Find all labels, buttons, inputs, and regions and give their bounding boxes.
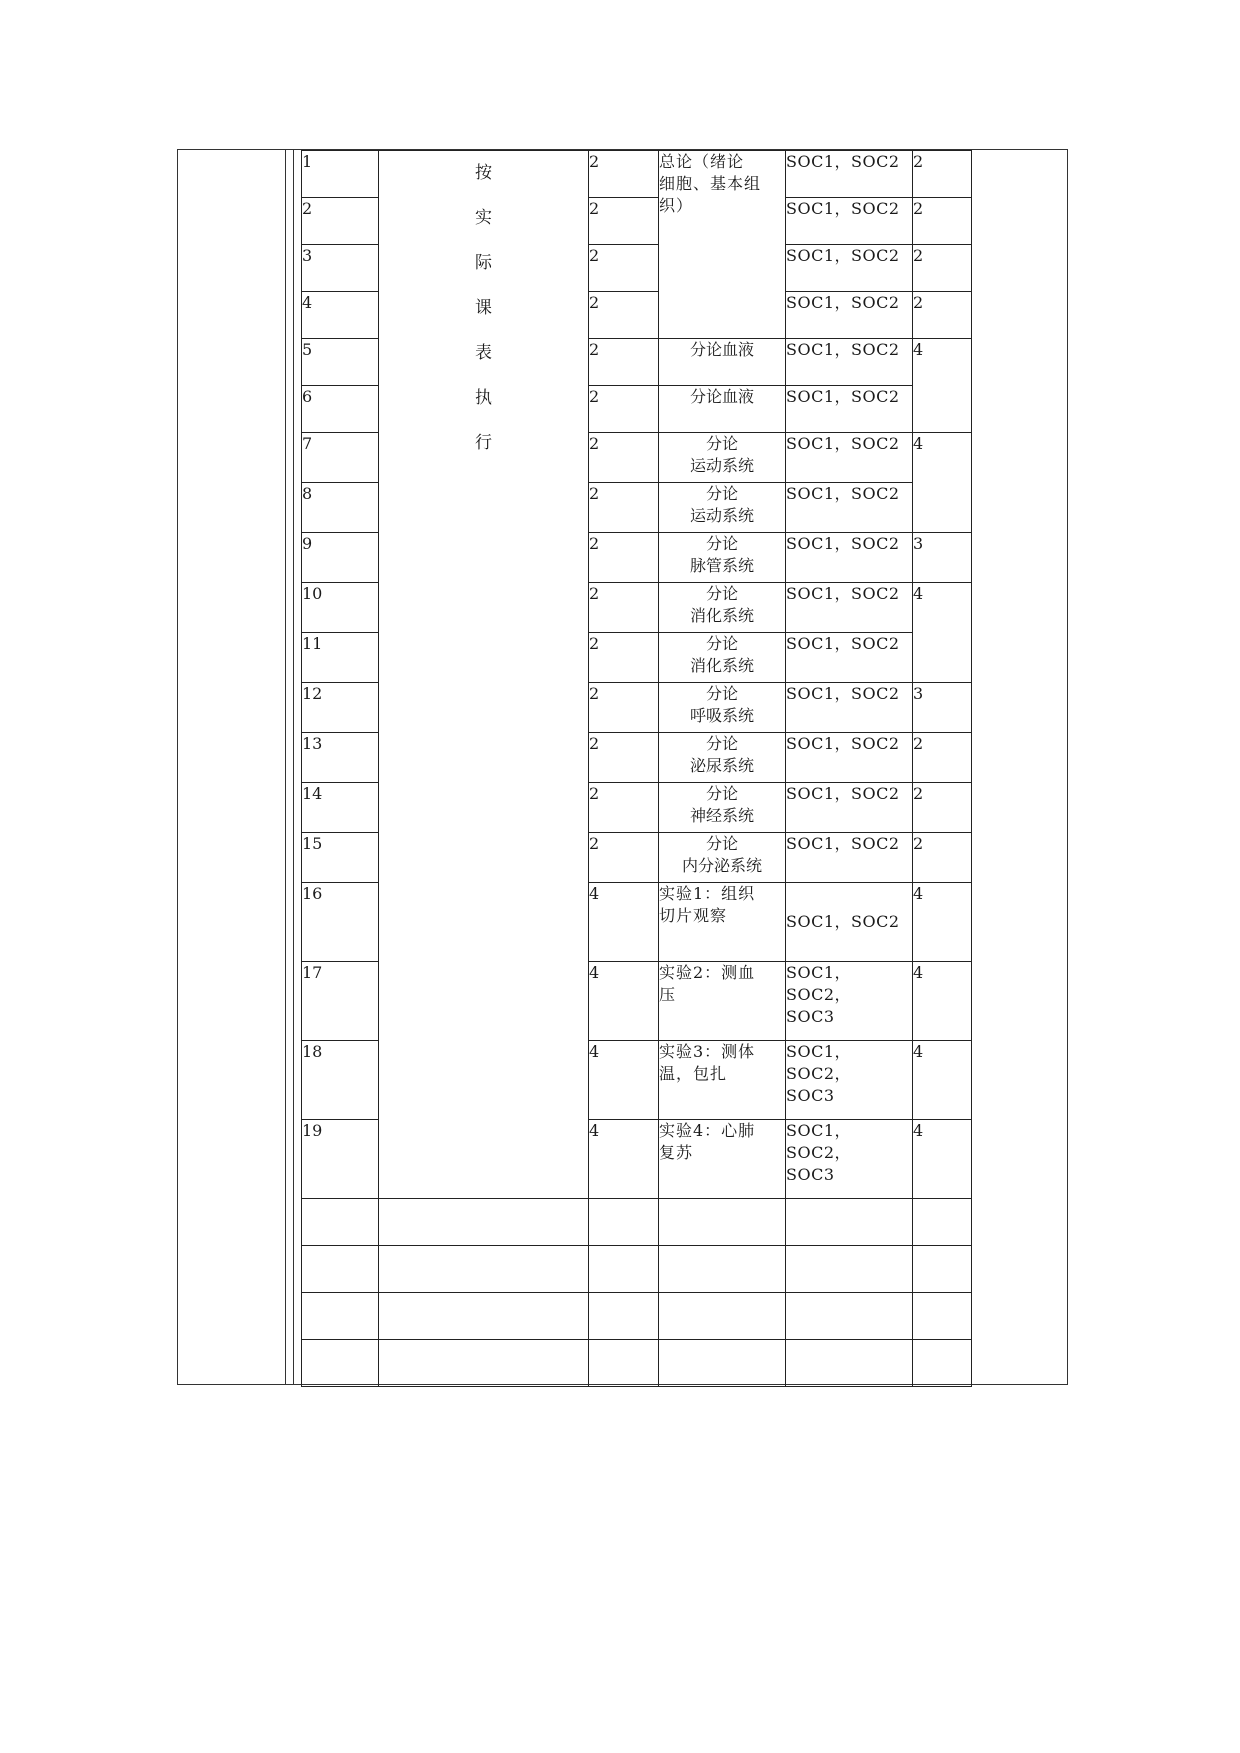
empty-cell	[659, 1246, 786, 1293]
empty-cell	[379, 1199, 589, 1246]
credit-cell: 3	[913, 683, 972, 733]
empty-row	[302, 1246, 972, 1293]
empty-row	[302, 1293, 972, 1340]
topic-line: 运动系统	[689, 456, 754, 475]
topic-line: 温，包扎	[659, 1064, 728, 1083]
topic-cell	[659, 1041, 786, 1120]
general-topic-line: 织）	[659, 196, 694, 215]
topic-line: 运动系统	[689, 506, 754, 525]
hours-cell: 2	[589, 151, 659, 198]
hours-cell: 4	[589, 1041, 659, 1120]
empty-cell	[786, 1199, 913, 1246]
row-number: 11	[302, 633, 379, 683]
empty-cell	[589, 1246, 659, 1293]
topic-line: 分论	[705, 634, 738, 653]
soc-cell: SOC1，SOC2	[786, 198, 913, 245]
topic-line: 分论	[705, 834, 738, 853]
table-row	[302, 151, 972, 198]
hours-cell: 2	[589, 583, 659, 633]
soc-cell: SOC1，SOC2	[786, 386, 913, 433]
topic-line: 分论	[705, 784, 738, 803]
empty-cell	[659, 1199, 786, 1246]
topic-cell	[659, 833, 786, 883]
topic-line: 呼吸系统	[689, 706, 754, 725]
row-number: 12	[302, 683, 379, 733]
hours-cell: 4	[589, 883, 659, 962]
topic-cell	[659, 683, 786, 733]
topic-line: 切片观察	[659, 906, 728, 925]
credit-cell: 2	[913, 292, 972, 339]
credit-cell: 3	[913, 533, 972, 583]
soc-cell: SOC1，SOC2	[786, 683, 913, 733]
topic-line: 实验2：测血	[659, 963, 756, 982]
empty-cell	[379, 1340, 589, 1387]
topic-line: 神经系统	[689, 806, 754, 825]
credit-cell: 4	[913, 962, 972, 1041]
hours-cell: 2	[589, 245, 659, 292]
row-number: 4	[302, 292, 379, 339]
hours-cell: 2	[589, 198, 659, 245]
credit-cell: 2	[913, 783, 972, 833]
soc-cell: SOC1，SOC2	[786, 583, 913, 633]
empty-row	[302, 1199, 972, 1246]
topic-line: 实验4：心肺	[659, 1121, 756, 1140]
soc-line: SOC3	[786, 1007, 835, 1026]
hours-cell: 2	[589, 533, 659, 583]
hours-cell: 4	[589, 962, 659, 1041]
general-topic-line: 总论（绪论	[659, 152, 745, 171]
empty-cell	[379, 1246, 589, 1293]
empty-cell	[659, 1293, 786, 1340]
row-number: 14	[302, 783, 379, 833]
empty-cell	[302, 1340, 379, 1387]
row-number: 17	[302, 962, 379, 1041]
soc-cell: SOC1，SOC2	[786, 883, 913, 962]
empty-cell	[302, 1246, 379, 1293]
topic-line: 分论	[705, 434, 738, 453]
soc-cell: SOC1，SOC2	[786, 533, 913, 583]
soc-cell: SOC1，SOC2	[786, 833, 913, 883]
topic-cell	[659, 783, 786, 833]
topic-line: 压	[659, 985, 677, 1004]
row-number: 8	[302, 483, 379, 533]
row-number: 5	[302, 339, 379, 386]
topic-line: 实验1：组织	[659, 884, 756, 903]
soc-line: SOC3	[786, 1165, 835, 1184]
topic-cell	[659, 533, 786, 583]
empty-cell	[786, 1293, 913, 1340]
row-number: 1	[302, 151, 379, 198]
credit-cell: 2	[913, 245, 972, 292]
empty-cell	[302, 1199, 379, 1246]
topic-line: 消化系统	[689, 606, 754, 625]
soc-cell	[786, 1041, 913, 1120]
topic-cell	[659, 633, 786, 683]
empty-cell	[786, 1340, 913, 1387]
empty-cell	[786, 1246, 913, 1293]
topic-line: 分论	[705, 484, 738, 503]
topic-cell: 分论血液	[659, 386, 786, 433]
empty-cell	[913, 1199, 972, 1246]
soc-line: SOC1，SOC2，	[786, 1042, 852, 1083]
soc-cell: SOC1，SOC2	[786, 292, 913, 339]
row-number: 9	[302, 533, 379, 583]
empty-cell	[913, 1340, 972, 1387]
soc-cell	[786, 1120, 913, 1199]
credit-cell: 2	[913, 151, 972, 198]
empty-cell	[379, 1293, 589, 1340]
topic-cell	[659, 433, 786, 483]
topic-cell	[659, 1120, 786, 1199]
topic-line: 泌尿系统	[689, 756, 754, 775]
topic-cell	[659, 733, 786, 783]
hours-cell: 2	[589, 833, 659, 883]
schedule-note: 按实际课表执行	[475, 163, 492, 453]
hours-cell: 2	[589, 483, 659, 533]
row-number: 2	[302, 198, 379, 245]
credit-cell: 4	[913, 883, 972, 962]
hours-cell: 2	[589, 783, 659, 833]
row-number: 16	[302, 883, 379, 962]
soc-cell: SOC1，SOC2	[786, 733, 913, 783]
hours-cell: 4	[589, 1120, 659, 1199]
soc-cell: SOC1，SOC2	[786, 783, 913, 833]
schedule-table	[301, 150, 972, 1387]
row-number: 10	[302, 583, 379, 633]
credit-cell: 2	[913, 833, 972, 883]
row-number: 18	[302, 1041, 379, 1120]
soc-line: SOC1，SOC2，	[786, 963, 852, 1004]
empty-cell	[302, 1293, 379, 1340]
row-number: 7	[302, 433, 379, 483]
schedule-note-cell	[379, 151, 589, 1199]
row-number: 15	[302, 833, 379, 883]
credit-cell: 4	[913, 433, 972, 533]
soc-cell: SOC1，SOC2	[786, 483, 913, 533]
general-topic-line: 细胞、基本组	[659, 174, 762, 193]
empty-cell	[913, 1246, 972, 1293]
credit-cell: 4	[913, 1120, 972, 1199]
soc-cell	[786, 962, 913, 1041]
hours-cell: 2	[589, 386, 659, 433]
topic-line: 消化系统	[689, 656, 754, 675]
empty-row	[302, 1340, 972, 1387]
soc-line: SOC3	[786, 1086, 835, 1105]
topic-line: 分论	[705, 734, 738, 753]
empty-cell	[659, 1340, 786, 1387]
hours-cell: 2	[589, 733, 659, 783]
soc-cell: SOC1，SOC2	[786, 245, 913, 292]
row-number: 13	[302, 733, 379, 783]
topic-cell	[659, 483, 786, 533]
topic-line: 分论	[705, 584, 738, 603]
hours-cell: 2	[589, 339, 659, 386]
topic-line: 内分泌系统	[681, 856, 762, 875]
topic-line: 实验3：测体	[659, 1042, 756, 1061]
topic-line: 分论	[705, 684, 738, 703]
credit-cell: 4	[913, 1041, 972, 1120]
hours-cell: 2	[589, 292, 659, 339]
soc-cell: SOC1，SOC2	[786, 633, 913, 683]
topic-cell	[659, 583, 786, 633]
empty-cell	[589, 1293, 659, 1340]
outer-divider-right	[293, 149, 294, 1385]
general-topic-cell	[659, 151, 786, 339]
topic-line: 复苏	[659, 1143, 694, 1162]
topic-cell	[659, 883, 786, 962]
row-number: 19	[302, 1120, 379, 1199]
row-number: 3	[302, 245, 379, 292]
row-number: 6	[302, 386, 379, 433]
soc-cell: SOC1，SOC2	[786, 151, 913, 198]
topic-cell	[659, 962, 786, 1041]
topic-cell: 分论血液	[659, 339, 786, 386]
credit-cell: 4	[913, 583, 972, 683]
hours-cell: 2	[589, 433, 659, 483]
outer-divider-left	[285, 149, 286, 1385]
empty-cell	[589, 1340, 659, 1387]
soc-cell: SOC1，SOC2	[786, 339, 913, 386]
soc-cell: SOC1，SOC2	[786, 433, 913, 483]
empty-cell	[589, 1199, 659, 1246]
credit-cell: 2	[913, 198, 972, 245]
topic-line: 脉管系统	[689, 556, 754, 575]
credit-cell: 4	[913, 339, 972, 433]
credit-cell: 2	[913, 733, 972, 783]
hours-cell: 2	[589, 683, 659, 733]
soc-line: SOC1，SOC2，	[786, 1121, 852, 1162]
empty-cell	[913, 1293, 972, 1340]
topic-line: 分论	[705, 534, 738, 553]
hours-cell: 2	[589, 633, 659, 683]
